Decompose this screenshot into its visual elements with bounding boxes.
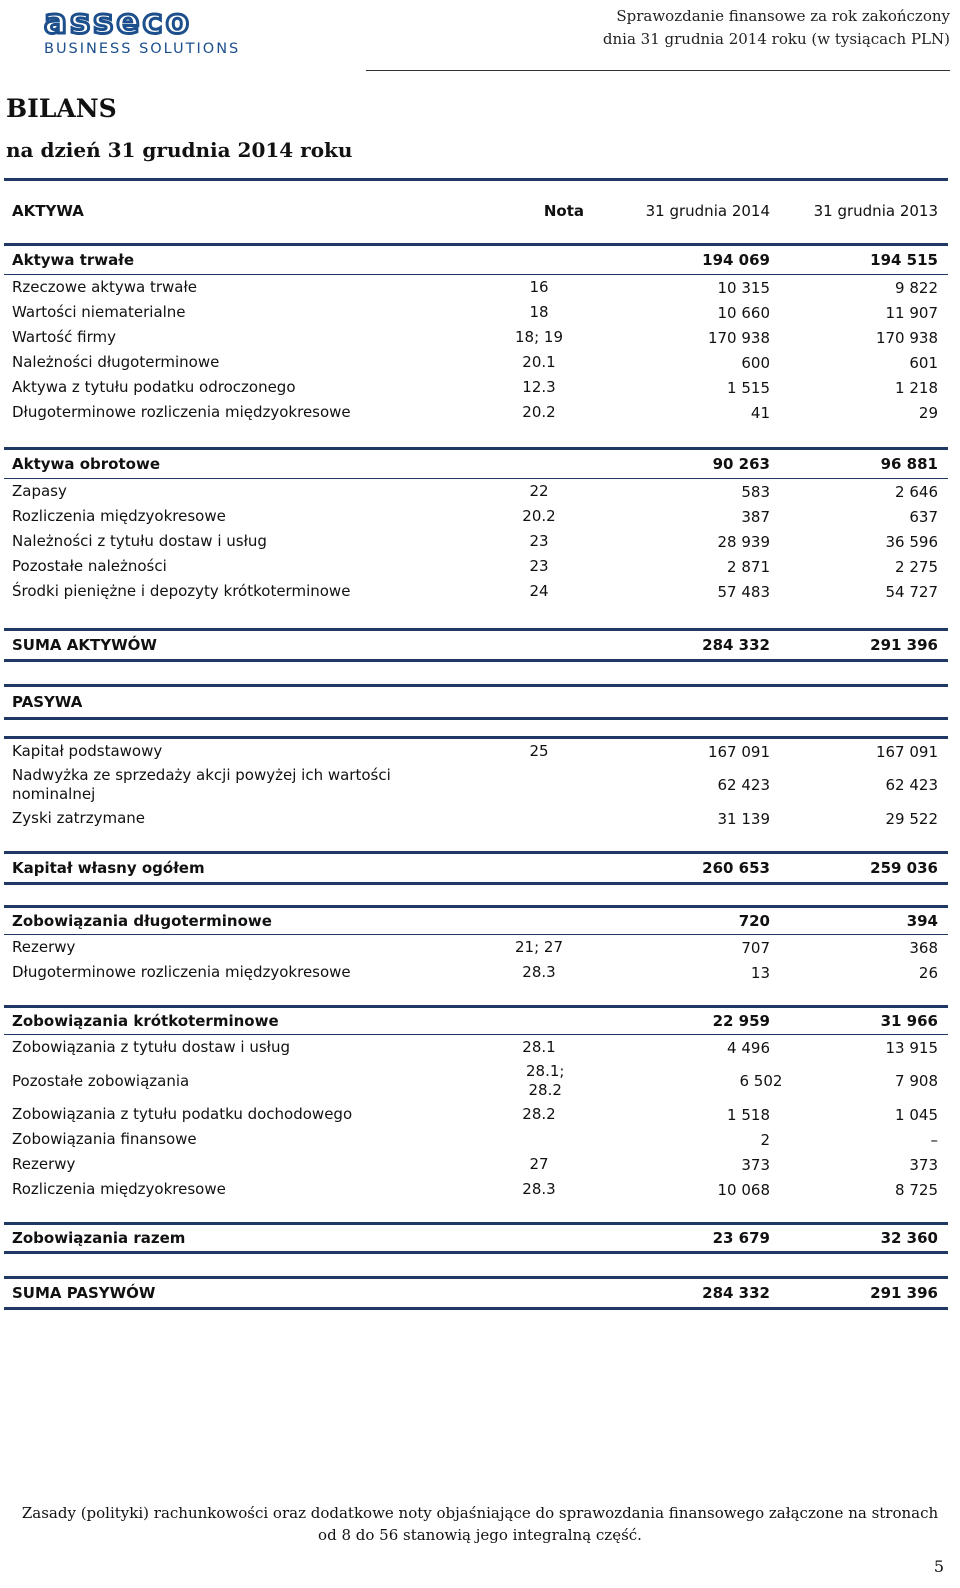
row-value-2014: 600 <box>741 353 770 372</box>
row-label: Długoterminowe rozliczenia międzyokresowe <box>12 403 351 421</box>
column-header-note: Nota <box>543 201 584 220</box>
table-row <box>4 1152 948 1177</box>
row-note: 23 <box>529 557 549 575</box>
row-note: 21; 27 <box>515 938 563 956</box>
row-value-2014: 10 660 <box>717 303 770 322</box>
row-note: 16 <box>529 278 549 296</box>
row-value-2013: 368 <box>909 938 938 957</box>
liabilities-heading-row <box>4 687 948 717</box>
table-row <box>4 450 948 478</box>
row-label: Rzeczowe aktywa trwałe <box>12 278 197 296</box>
row-note: 12.3 <box>522 378 556 396</box>
table-row <box>4 246 948 274</box>
row-value-2014: 373 <box>741 1155 770 1174</box>
table-row <box>4 739 948 764</box>
row-value-2013: 54 727 <box>885 582 938 601</box>
row-value-2014: 22 959 <box>712 1012 770 1030</box>
section-rule <box>4 1307 948 1310</box>
row-note: 24 <box>529 582 549 600</box>
table-row <box>4 479 948 504</box>
row-value-2014: 387 <box>741 507 770 526</box>
row-note: 27 <box>529 1155 549 1173</box>
table-row <box>4 908 948 934</box>
row-value-2014: 23 679 <box>712 1229 770 1247</box>
row-value-2013: 259 036 <box>870 859 938 877</box>
row-value-2013: 8 725 <box>895 1180 938 1199</box>
row-value-2014: 2 <box>760 1130 770 1149</box>
table-row <box>4 325 948 350</box>
table-row <box>4 375 948 400</box>
spacer <box>4 1202 948 1222</box>
spacer <box>4 720 948 736</box>
row-label: Rezerwy <box>12 1155 76 1173</box>
table-row <box>4 960 948 985</box>
spacer <box>4 885 948 905</box>
spacer <box>4 604 948 628</box>
row-value-2013: 170 938 <box>875 328 938 347</box>
row-label: Zobowiązania długoterminowe <box>12 911 272 930</box>
spacer <box>4 831 948 851</box>
row-value-2013: – <box>930 1130 938 1149</box>
row-label: Długoterminowe rozliczenia międzyokresowe <box>12 963 351 981</box>
table-row <box>4 806 948 831</box>
row-value-2014: 62 423 <box>717 776 770 794</box>
row-label: Kapitał podstawowy <box>12 742 163 760</box>
row-label: SUMA PASYWÓW <box>12 1283 156 1302</box>
table-row <box>4 300 948 325</box>
report-header <box>603 5 950 51</box>
spacer <box>4 1254 948 1276</box>
row-label: Aktywa z tytułu podatku odroczonego <box>12 378 296 396</box>
row-value-2014: 57 483 <box>717 582 770 601</box>
row-note: 28.3 <box>522 963 556 981</box>
table-row <box>4 1060 948 1102</box>
row-value-2014: 41 <box>750 403 770 422</box>
row-value-2014: 2 871 <box>727 557 770 576</box>
table-row <box>4 504 948 529</box>
row-value-2013: 26 <box>918 963 938 982</box>
row-label: Wartości niematerialne <box>12 303 186 321</box>
report-header-line2: dnia 31 grudnia 2014 roku (w tysiącach PLN) <box>602 30 950 48</box>
row-value-2014: 583 <box>741 482 770 501</box>
row-note: 20.2 <box>522 507 556 525</box>
liabilities-heading: PASYWA <box>12 692 83 711</box>
spacer <box>4 425 948 447</box>
table-row <box>4 554 948 579</box>
assets-current-section <box>4 450 948 604</box>
page-footer: Zasady (polityki) rachunkowości oraz dodatkowe noty objaśniające do sprawozdania finansowego załączone na stronach od 8 do 56 stanowią jego integralną część. <box>21 1504 939 1544</box>
row-value-2013: 9 822 <box>895 278 938 297</box>
row-value-2014: 31 139 <box>717 809 770 828</box>
row-label: Zobowiązania razem <box>12 1228 186 1247</box>
row-value-2014: 284 332 <box>702 1284 770 1302</box>
row-label: Zobowiązania z tytułu podatku dochodowego <box>12 1105 353 1123</box>
row-value-2014: 10 315 <box>717 278 770 297</box>
row-value-2014: 90 263 <box>712 455 770 473</box>
row-value-2013: 96 881 <box>880 455 938 473</box>
page-title: BILANS <box>6 94 117 123</box>
table-row <box>4 400 948 425</box>
row-value-2013: 31 966 <box>880 1012 938 1030</box>
table-row <box>4 1177 948 1202</box>
balance-sheet-table <box>4 178 948 1310</box>
assets-fixed-items <box>4 275 948 425</box>
row-note: 28.1 <box>522 1038 556 1056</box>
row-label: Nadwyżka ze sprzedaży akcji powyżej ich wartości nominalnej <box>12 766 391 803</box>
row-label: Pozostałe zobowiązania <box>12 1071 190 1090</box>
table-row <box>4 1035 948 1060</box>
table-row <box>4 1127 948 1152</box>
row-label: SUMA AKTYWÓW <box>12 635 157 654</box>
row-value-2013: 1 045 <box>895 1105 938 1124</box>
row-value-2014: 167 091 <box>707 742 770 761</box>
table-row <box>4 529 948 554</box>
row-label: Rezerwy <box>12 938 76 956</box>
logo-wordmark: asseco <box>44 2 192 42</box>
row-value-2013: 167 091 <box>875 742 938 761</box>
row-value-2014: 707 <box>741 938 770 957</box>
short-term-items <box>4 1035 948 1202</box>
page-subtitle: na dzień 31 grudnia 2014 roku <box>6 138 353 162</box>
row-label: Należności długoterminowe <box>12 353 220 371</box>
liabilities-total-row <box>4 1225 948 1251</box>
assets-sum-row <box>4 631 948 659</box>
equity-total-row <box>4 854 948 882</box>
page-number: 5 <box>933 1557 944 1576</box>
row-note: 28.2 <box>522 1105 556 1123</box>
row-value-2013: 601 <box>909 353 938 372</box>
row-value-2013: 394 <box>906 912 938 930</box>
row-value-2014: 1 518 <box>727 1105 770 1124</box>
table-row <box>4 1008 948 1034</box>
row-label: Pozostałe należności <box>12 557 167 575</box>
liabilities-sum-row <box>4 1279 948 1307</box>
row-value-2014: 10 068 <box>717 1180 770 1199</box>
table-row <box>4 1102 948 1127</box>
row-note: 20.2 <box>522 403 556 421</box>
row-value-2014: 13 <box>750 963 770 982</box>
row-value-2013: 2 275 <box>895 557 938 576</box>
logo-tagline: BUSINESS SOLUTIONS <box>44 41 241 57</box>
row-value-2014: 1 515 <box>727 378 770 397</box>
assets-fixed-section <box>4 246 948 425</box>
row-value-2013: 11 907 <box>885 303 938 322</box>
equity-items <box>4 739 948 831</box>
row-value-2013: 2 646 <box>895 482 938 501</box>
row-note: 28.1; 28.2 <box>526 1062 565 1099</box>
row-value-2013: 637 <box>909 507 938 526</box>
row-value-2013: 7 908 <box>895 1072 938 1090</box>
assets-current-items <box>4 479 948 604</box>
row-label: Należności z tytułu dostaw i usług <box>12 532 267 550</box>
row-label: Aktywa obrotowe <box>12 454 160 473</box>
row-value-2013: 32 360 <box>880 1229 938 1247</box>
row-label: Zobowiązania z tytułu dostaw i usług <box>12 1038 290 1056</box>
company-logo <box>44 2 314 57</box>
row-label: Zobowiązania krótkoterminowe <box>12 1011 279 1030</box>
row-label: Rozliczenia międzyokresowe <box>12 507 226 525</box>
row-note: 22 <box>529 482 549 500</box>
row-note: 25 <box>529 742 549 760</box>
row-label: Kapitał własny ogółem <box>12 858 205 877</box>
row-value-2013: 13 915 <box>885 1038 938 1057</box>
row-note: 18 <box>529 303 549 321</box>
column-header-section: AKTYWA <box>12 201 84 220</box>
row-value-2013: 291 396 <box>870 636 938 654</box>
row-value-2013: 291 396 <box>870 1284 938 1302</box>
long-term-items <box>4 935 948 985</box>
row-value-2014: 6 502 <box>739 1072 783 1090</box>
column-header-2014: 31 grudnia 2014 <box>645 202 770 220</box>
table-header-row <box>4 181 948 241</box>
row-label: Aktywa trwałe <box>12 250 135 269</box>
report-header-line1: Sprawozdanie finansowe za rok zakończony <box>616 7 950 25</box>
row-note: 23 <box>529 532 549 550</box>
column-header-2013: 31 grudnia 2013 <box>813 202 938 220</box>
row-value-2014: 260 653 <box>702 859 770 877</box>
row-note: 20.1 <box>522 353 556 371</box>
row-value-2013: 194 515 <box>870 251 938 269</box>
header-divider <box>366 70 950 71</box>
row-label: Zyski zatrzymane <box>12 809 145 827</box>
row-label: Wartość firmy <box>12 328 116 346</box>
long-term-section <box>4 908 948 985</box>
spacer <box>4 662 948 684</box>
row-value-2014: 28 939 <box>717 532 770 551</box>
row-value-2014: 194 069 <box>702 251 770 269</box>
row-note: 18; 19 <box>515 328 563 346</box>
row-value-2013: 373 <box>909 1155 938 1174</box>
row-value-2014: 284 332 <box>702 636 770 654</box>
row-label: Zobowiązania finansowe <box>12 1130 197 1148</box>
row-value-2013: 1 218 <box>895 378 938 397</box>
table-row <box>4 350 948 375</box>
row-value-2013: 36 596 <box>885 532 938 551</box>
row-value-2014: 720 <box>738 912 770 930</box>
row-value-2014: 4 496 <box>727 1038 770 1057</box>
row-value-2013: 29 522 <box>885 809 938 828</box>
row-value-2014: 170 938 <box>707 328 770 347</box>
short-term-section <box>4 1008 948 1202</box>
table-row <box>4 764 948 806</box>
row-label: Środki pieniężne i depozyty krótkoterminowe <box>12 582 351 600</box>
spacer <box>4 985 948 1005</box>
row-value-2013: 62 423 <box>885 776 938 794</box>
row-note: 28.3 <box>522 1180 556 1198</box>
table-row <box>4 275 948 300</box>
table-row <box>4 935 948 960</box>
table-row <box>4 579 948 604</box>
row-label: Zapasy <box>12 482 67 500</box>
row-label: Rozliczenia międzyokresowe <box>12 1180 226 1198</box>
row-value-2013: 29 <box>918 403 938 422</box>
